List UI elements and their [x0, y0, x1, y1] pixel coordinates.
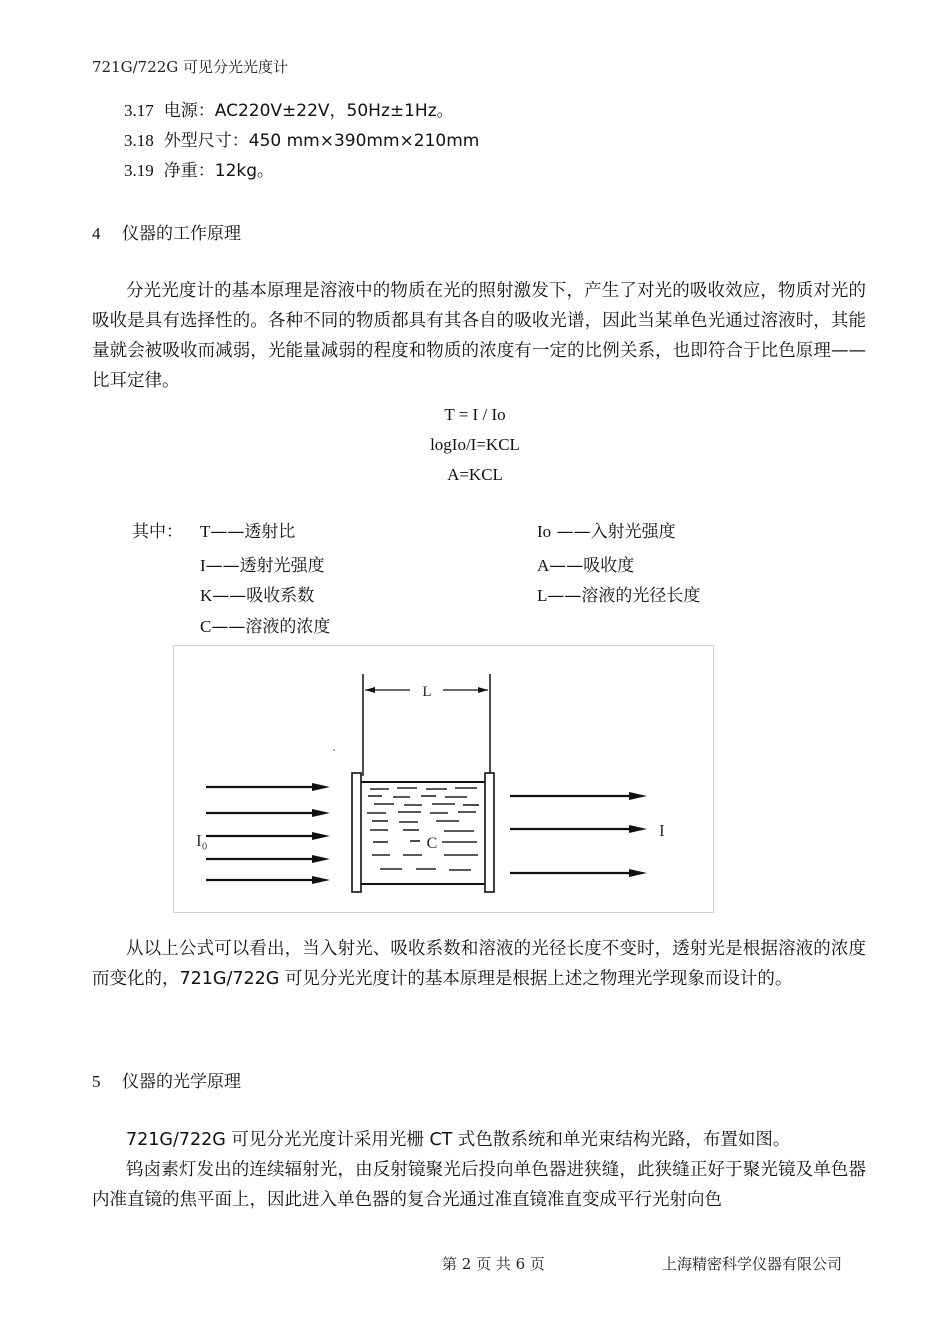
- formula-absorbance: A=KCL: [447, 465, 503, 484]
- document-header-title: 721G/722G 可见分光光度计: [92, 58, 289, 76]
- legend-symbol: L: [537, 586, 548, 605]
- formula-transmittance: T = I / Io: [444, 405, 506, 424]
- spec-number: 3.17: [124, 101, 154, 120]
- legend-desc: ——溶液的光径长度: [547, 586, 701, 606]
- legend-item-k: [200, 581, 314, 606]
- cuvette-right-wall: [485, 773, 494, 892]
- cuvette-left-wall: [352, 773, 361, 892]
- optical-paragraph-2: 钨卤素灯发出的连续辐射光，由反射镜聚光后投向单色器进狭缝，此狭缝正好于聚光镜及单色器内准直镜的焦平面上，因此进入单色器的复合光通过准直镜准直变成平行光射向色: [92, 1160, 866, 1210]
- section-number: 4: [92, 224, 101, 243]
- incident-beams: [206, 787, 314, 880]
- incident-arrowhead: [312, 855, 330, 863]
- transmitted-beams: [510, 796, 630, 873]
- legend-item-i: [200, 551, 325, 576]
- spec-number: 3.18: [124, 131, 154, 150]
- incident-arrowhead: [312, 876, 330, 884]
- incident-intensity-label: I₀: [196, 831, 208, 850]
- legend-desc: ——吸收度: [549, 556, 635, 576]
- spec-line-3-18: [124, 126, 479, 151]
- section-5-heading: [92, 1067, 241, 1092]
- absorption-diagram-svg: [174, 646, 713, 912]
- legend-desc: ——透射比: [210, 522, 296, 542]
- section-title: 仪器的光学原理: [122, 1072, 241, 1092]
- legend-symbol: T: [200, 522, 211, 541]
- legend-desc: ——溶液的浓度: [211, 617, 331, 637]
- section-number: 5: [92, 1072, 101, 1091]
- legend-desc: ——吸收系数: [212, 586, 315, 606]
- legend-item-l: [537, 581, 700, 606]
- footer-page-number: 第 2 页 共 6 页: [442, 1255, 545, 1273]
- transmitted-arrowhead: [629, 869, 647, 877]
- spec-text: 电源：AC220V±22V，50Hz±1Hz。: [163, 101, 454, 121]
- length-label: L: [422, 684, 432, 700]
- optical-principle-paragraphs: [92, 1125, 866, 1215]
- concentration-label: C: [426, 835, 438, 852]
- transmitted-intensity-label: I: [659, 821, 665, 840]
- legend-symbol: C: [200, 617, 212, 636]
- spec-line-3-17: [124, 96, 454, 121]
- spec-text: 外型尺寸：450 mm×390mm×210mm: [163, 131, 480, 151]
- optical-paragraph-1: 721G/722G 可见分光光度计采用光栅 CT 式色散系统和单光束结构光路，布置如图。: [126, 1130, 791, 1150]
- footer-company: 上海精密科学仪器有限公司: [662, 1255, 843, 1273]
- principle-text: 分光光度计的基本原理是溶液中的物质在光的照射激发下，产生了对光的吸收效应，物质对光的吸收是具有选择性的。各种不同的物质都具有其各自的吸收光谱，因此当某单色光通过溶液时，其能量就会被吸收而减弱，光能量减弱的程度和物质的浓度有一定的比例关系，也即符合于比色原理——比耳定律。: [92, 281, 866, 391]
- legend-symbol: Io: [537, 522, 552, 541]
- transmitted-arrowheads: [629, 792, 647, 877]
- scan-speck: [333, 749, 335, 751]
- incident-arrowhead: [312, 809, 330, 817]
- legend-item-t: [200, 517, 295, 542]
- legend-desc: ——透射光强度: [205, 556, 325, 576]
- spec-text: 净重：12kg。: [163, 161, 275, 181]
- length-arrowhead-right: [478, 687, 488, 693]
- incident-arrowhead: [312, 832, 330, 840]
- legend-item-c: [200, 612, 330, 637]
- length-arrowhead-left: [365, 687, 375, 693]
- legend-item-a: [537, 551, 634, 576]
- transmitted-arrowhead: [629, 825, 647, 833]
- solution-fill: [367, 788, 479, 870]
- section-4-heading: [92, 219, 241, 244]
- legend-desc: ——入射光强度: [551, 522, 676, 542]
- legend-symbol: A: [537, 556, 550, 575]
- legend-prefix: 其中：: [132, 522, 183, 542]
- transmitted-arrowhead: [629, 792, 647, 800]
- conclusion-text: 从以上公式可以看出，当入射光、吸收系数和溶液的光径长度不变时，透射光是根据溶液的浓度而变化的，721G/722G 可见分光光度计的基本原理是根据上述之物理光学现象而设计的。: [92, 939, 866, 989]
- legend-item-io: [537, 517, 676, 542]
- spec-number: 3.19: [124, 161, 154, 180]
- principle-paragraph: [92, 276, 866, 396]
- conclusion-paragraph: [92, 934, 866, 994]
- incident-arrowheads: [312, 783, 330, 884]
- absorption-diagram: [173, 645, 714, 913]
- incident-arrowhead: [312, 783, 330, 791]
- section-title: 仪器的工作原理: [122, 224, 241, 244]
- legend-symbol: K: [200, 586, 213, 605]
- legend-symbol: I: [200, 556, 206, 575]
- spec-line-3-19: [124, 156, 274, 181]
- formula-log-ratio: logIo/I=KCL: [430, 435, 520, 454]
